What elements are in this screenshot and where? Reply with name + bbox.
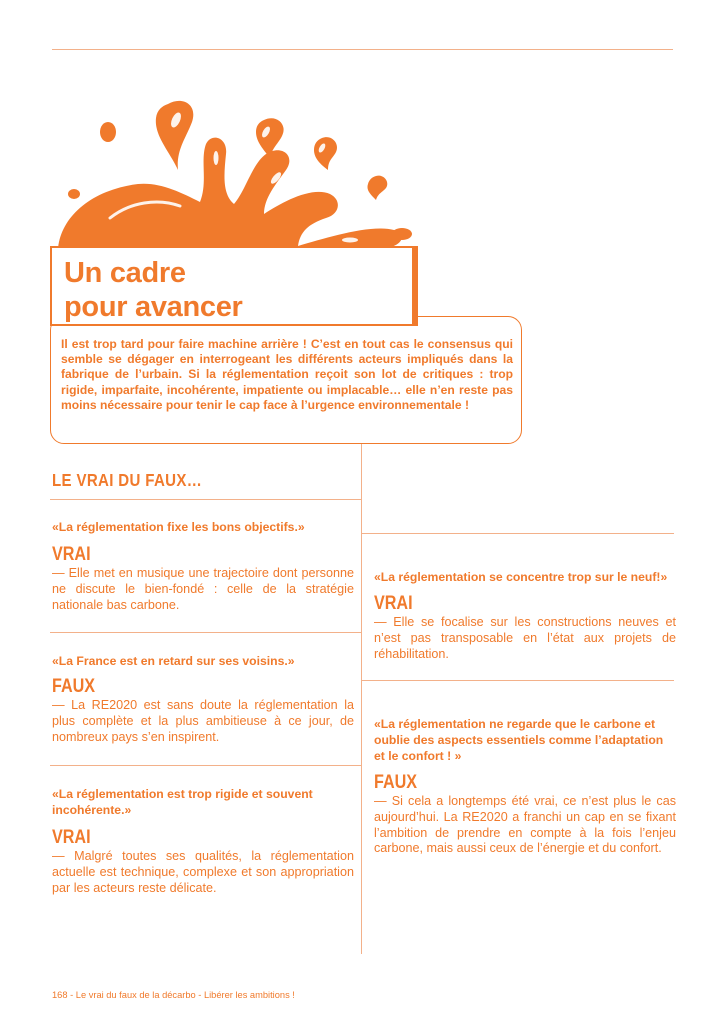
statement-explanation: — La RE2020 est sans doute la réglementation la plus complète et la plus ambitieuse à ce jour, de nombreux pays s’en inspirent. [52,698,354,744]
divider [361,533,674,534]
paint-splash-illustration [50,98,420,268]
statement-item [374,569,676,662]
statement-item [52,653,354,745]
statement-explanation: — Malgré toutes ses qualités, la réglementation actuelle est technique, complexe et son appropriation par les acteurs reste délicate. [52,849,354,895]
statement-explanation: — Elle se focalise sur les constructions neuves et n’est pas transposable en l’état aux projets de réhabilitation. [374,615,676,661]
verdict-label: VRAI [374,593,413,614]
divider [50,765,361,766]
verdict-label: VRAI [52,827,91,848]
statement-item [374,716,676,857]
divider [50,632,361,633]
statement-quote: «La réglementation est trop rigide et souvent incohérente.» [52,787,313,817]
divider [361,680,674,681]
statement-quote: «La France est en retard sur ses voisins.» [52,654,295,668]
verdict-label: FAUX [52,676,96,697]
divider [50,499,361,500]
verdict-label: FAUX [374,772,418,793]
statement-quote: «La réglementation se concentre trop sur le neuf!» [374,570,668,584]
top-rule [52,49,673,50]
statement-explanation: — Si cela a longtemps été vrai, ce n’est plus le cas aujourd’hui. La RE2020 a franchi un cap en se fixant l’ambition de prendre en compte à la fois l’enjeu carbone, mais aussi ceux de l’énergie et du confort. [374,794,676,856]
statement-quote: «La réglementation ne regarde que le carbone et oublie des aspects essentiels comme l’adaptation et le confort ! » [374,717,664,763]
intro-paragraph: Il est trop tard pour faire machine arrière ! C’est en tout cas le consensus qui semble se dégager en interrogeant les différents acteurs impliqués dans la fabrique de l’urbain. Si la réglementation reçoit son lot de critiques : trop rigide, imparfaite, incohérente, impatiente ou implacable… elle n’en reste pas moins nécessaire pour tenir le cap face à l’urgence environnementale ! [61,337,513,412]
title-box [50,246,418,326]
page-footer: 168 - Le vrai du faux de la décarbo - Libérer les ambitions ! [52,990,295,1000]
intro-box [50,316,522,444]
statement-explanation: — Elle met en musique une trajectoire dont personne ne discute le bien-fondé : celle de la stratégie nationale bas carbone. [52,566,354,612]
section-title: LE VRAI DU FAUX… [52,470,203,490]
statement-item [52,786,354,896]
column-divider [361,444,362,954]
verdict-label: VRAI [52,544,91,565]
page-title: Un cadre pour avancer [64,257,243,323]
statement-item [52,519,354,613]
statement-quote: «La réglementation fixe les bons objectifs.» [52,520,305,534]
